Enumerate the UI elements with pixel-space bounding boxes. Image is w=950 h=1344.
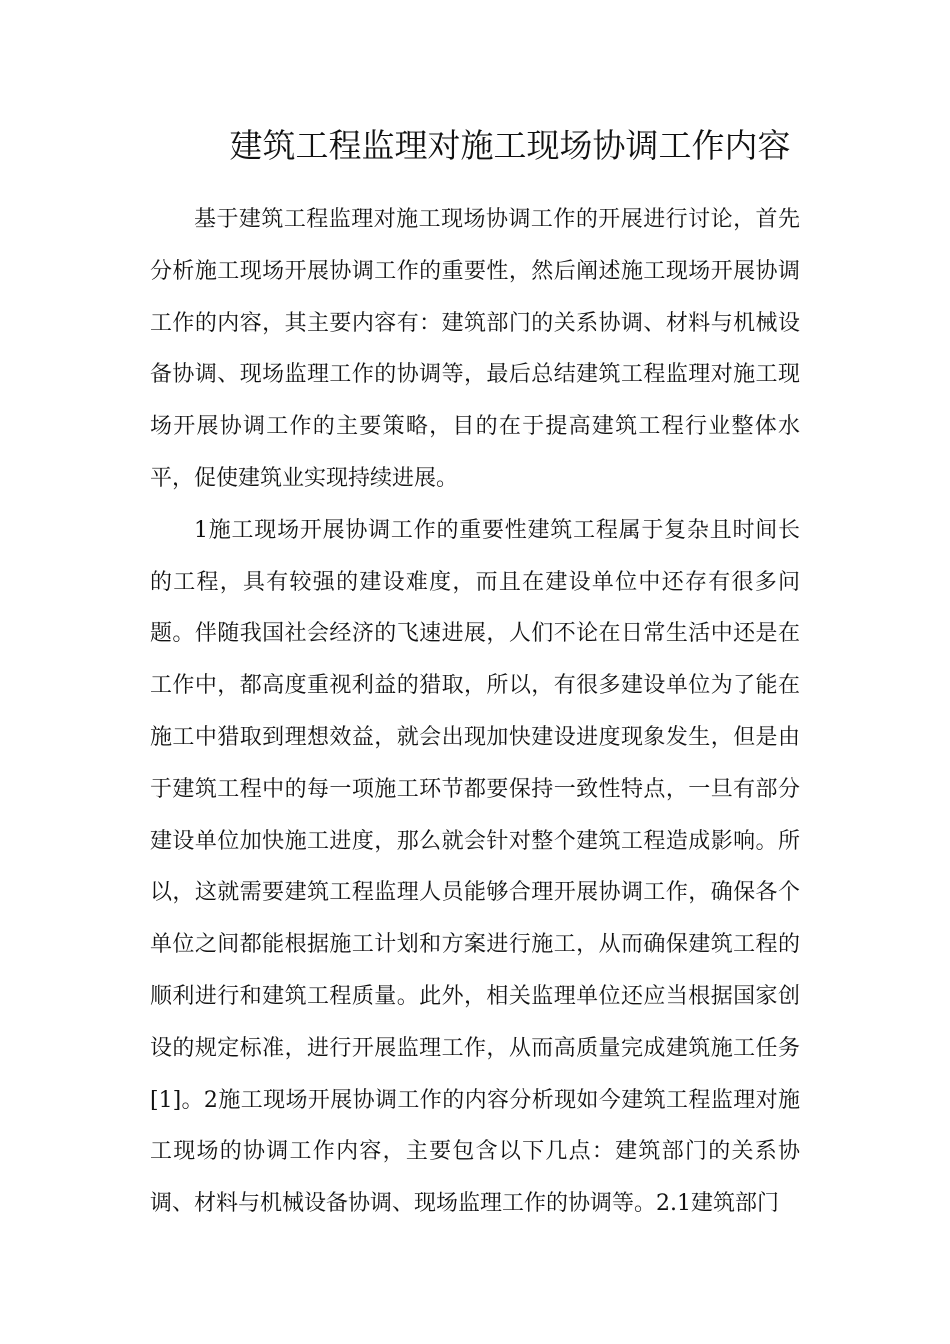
paragraph-section-1: 1施工现场开展协调工作的重要性建筑工程属于复杂且时间长的工程，具有较强的建设难度，而且在建设单位中还存有很多问题。伴随我国社会经济的飞速进展，人们不论在日常生活中还是在工作中，都高度重视利益的猎取，所以，有很多建设单位为了能在施工中猎取到理想效益，就会出现加快建设进度现象发生，但是由于建筑工程中的每一项施工环节都要保持一致性特点，一旦有部分建设单位加快施工进度，那么就会针对整个建筑工程造成影响。所以，这就需要建筑工程监理人员能够合理开展协调工作，确保各个单位之间都能根据施工计划和方案进行施工，从而确保建筑工程的顺利进行和建筑工程质量。此外，相关监理单位还应当根据国家创设的规定标准，进行开展监理工作，从而高质量完成建筑施工任务[1]。2施工现场开展协调工作的内容分析现如今建筑工程监理对施工现场的协调工作内容，主要包含以下几点：建筑部门的关系协调、材料与机械设备协调、现场监理工作的协调等。2.1建筑部门 <box>150 517 800 1217</box>
document-body <box>150 194 800 1230</box>
document-title: 建筑工程监理对施工现场协调工作内容 <box>229 126 791 165</box>
paragraph-abstract: 基于建筑工程监理对施工现场协调工作的开展进行讨论，首先分析施工现场开展协调工作的重要性，然后阐述施工现场开展协调工作的内容，其主要内容有：建筑部门的关系协调、材料与机械设备协调、现场监理工作的协调等，最后总结建筑工程监理对施工现场开展协调工作的主要策略，目的在于提高建筑工程行业整体水平，促使建筑业实现持续进展。 <box>150 207 800 491</box>
